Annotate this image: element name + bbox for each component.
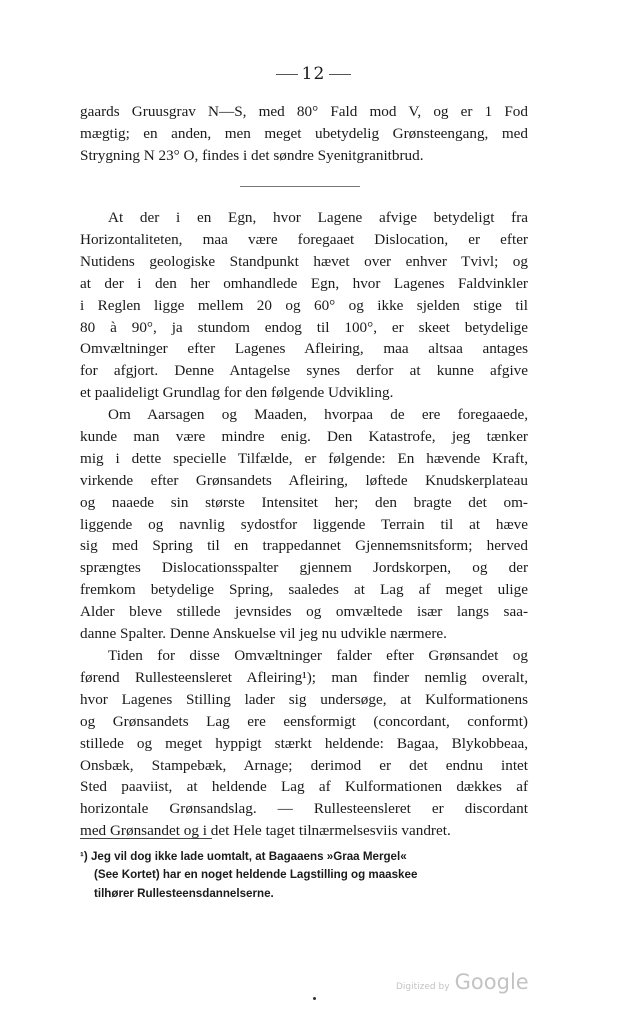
text-line: gaards Gruusgrav N—S, med 80° Fald mod V, og er 1 Fod <box>80 103 528 120</box>
paragraph-dislocation <box>80 207 528 404</box>
paragraph-timing <box>80 645 528 842</box>
text-line: et paalideligt Grundlag for den følgende Udvikling. <box>80 384 394 402</box>
page-number-dash-left <box>276 74 298 75</box>
text-line: førend Rullesteensleret Afleiring¹); man finder nemlig overalt, <box>80 668 528 686</box>
text-line: Om Aarsagen og Maaden, hvorpaa de ere foregaaede, <box>108 406 528 423</box>
text-line: mig i dette specielle Tilfælde, er følgende: En hævende Kraft, <box>80 449 528 467</box>
text-line: at der i den her omhandlede Egn, hvor Lagenes Faldvinkler <box>80 274 528 292</box>
text-line: danne Spalter. Denne Anskuelse vil jeg nu udvikle nærmere. <box>80 625 447 643</box>
text-line: fremkom betydelige Spring, saaledes at Lag af meget ulige <box>80 581 528 599</box>
text-line: og Grønsandets Lag ere eensformigt (concordant, conformt) <box>80 712 528 730</box>
footnote-line: (See Kortet) har en noget heldende Lagstilling og maaskee <box>94 868 418 882</box>
text-line: Tiden for disse Omvæltninger falder efter Grønsandet og <box>108 647 528 664</box>
text-line: horizontale Grønsandslag. — Rullesteensleret er discordant <box>80 800 528 818</box>
ink-speck <box>313 997 316 1000</box>
watermark-prefix: Digitized by <box>396 982 450 992</box>
text-line: i Reglen ligge mellem 20 og 60° og ikke sjelden stige til <box>80 296 528 314</box>
text-line: 80 à 90°, ja stundom endog til 100°, er skeet betydelige <box>80 318 528 336</box>
text-line: med Grønsandet og i det Hele taget tilnærmelsesviis vandret. <box>80 822 451 840</box>
text-line: liggende og navnlig sydostfor liggende Terrain til at hæve <box>80 515 528 533</box>
watermark-brand: Google <box>454 970 529 994</box>
footnote <box>80 848 528 903</box>
paragraph-catastrophe <box>80 404 528 645</box>
text-line: virkende efter Grønsandets Afleiring, løftede Knudskerplateau <box>80 471 528 489</box>
text-line: for afgjort. Denne Antagelse synes derfor at kunne afgive <box>80 362 528 380</box>
footnote-rule <box>80 838 212 839</box>
text-line: Sted paaviist, at heldende Lag af Kulformationen dækkes af <box>80 778 528 796</box>
page-number-dash-right <box>329 74 351 75</box>
text-line: sprængtes Dislocationsspalter gjennem Jordskorpen, og der <box>80 559 528 577</box>
text-line: Nutidens geologiske Standpunkt hævet over enhver Tvivl; og <box>80 252 528 270</box>
text-line: Horizontaliteten, maa være foregaaet Dislocation, er efter <box>80 230 528 248</box>
text-line: At der i en Egn, hvor Lagene afvige betydeligt fra <box>108 209 528 226</box>
digitized-watermark <box>396 970 529 994</box>
text-line: Strygning N 23° O, findes i det søndre Syenitgranitbrud. <box>80 146 424 164</box>
text-line: mægtig; en anden, men meget ubetydelig Grønsteengang, med <box>80 124 528 142</box>
text-line: kunde man være mindre enig. Den Katastrofe, jeg tænker <box>80 427 528 445</box>
text-line: Onsbæk, Stampebæk, Arnage; derimod er det endnu intet <box>80 756 528 774</box>
footnote-line: tilhører Rullesteensdannelserne. <box>94 886 274 900</box>
text-line: stillede og meget hyppigt stærkt heldende: Bagaa, Blykobbeaa, <box>80 734 528 752</box>
footnote-line: ¹) Jeg vil dog ikke lade uomtalt, at Bagaaens »Graa Mergel« <box>80 850 407 863</box>
page-number-text: 12 <box>301 64 326 84</box>
text-line: Alder bleve stillede jevnsides og omvæltede især langs saa- <box>80 603 528 621</box>
page-number <box>0 64 627 84</box>
section-separator <box>240 186 360 187</box>
paragraph-continuation <box>80 101 528 167</box>
text-line: og naaede sin største Intensitet her; den bragte det om- <box>80 493 528 511</box>
text-line: Omvæltninger efter Lagenes Afleiring, maa altsaa antages <box>80 340 528 358</box>
text-line: hvor Lagenes Stilling lader sig undersøge, at Kulformationens <box>80 690 528 708</box>
text-line: sig med Spring til en trappedannet Gjennemsnitsform; herved <box>80 537 528 555</box>
